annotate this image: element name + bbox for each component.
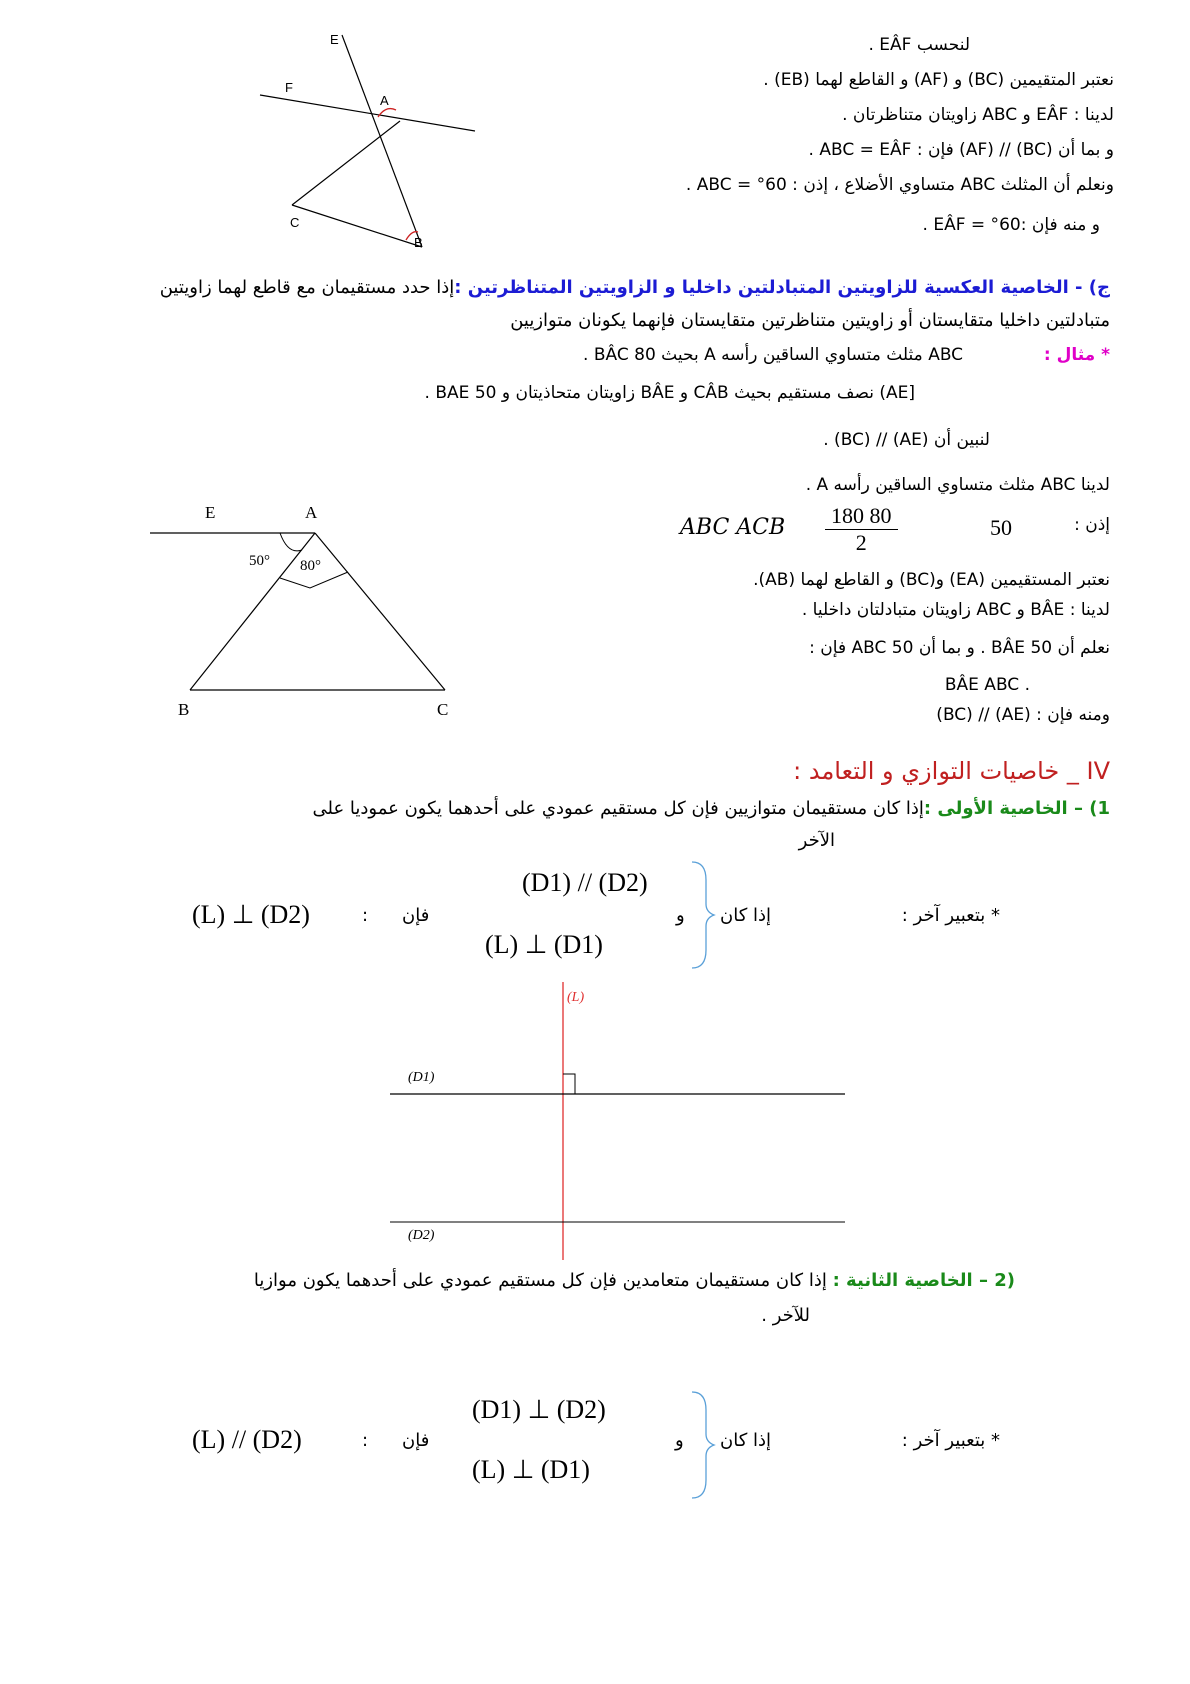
prop1-line-1 (312, 798, 1110, 819)
proof-line-1: لنبين أن (AE) // (BC) . (823, 430, 990, 450)
equation-numerator: 180 80 (825, 503, 898, 530)
calc-line-1: لنحسب EÂF . (868, 35, 970, 55)
example-label: * مثال : (1043, 345, 1110, 365)
calc-line-3: لدينا : EÂF و ABC زاويتان متناظرتان . (842, 105, 1114, 125)
segment-ac (315, 533, 445, 690)
point-label-e: E (330, 32, 339, 47)
proof-line-2: لدينا ABC مثلث متساوي الساقين رأسه A . (805, 475, 1110, 495)
prop1-cond2: (L) ⊥ (D1) (485, 930, 603, 959)
prop1-brace (690, 860, 720, 970)
prop1-text-2: الآخر (798, 830, 835, 851)
point-label-c2: C (437, 700, 449, 719)
equation-denominator: 2 (855, 530, 867, 555)
angle-label-50: 50° (249, 553, 270, 569)
segment-ac (292, 121, 400, 205)
example-text-1: ABC مثلث متساوي الساقين رأسه A بحيث 80 BÂC . (583, 345, 964, 365)
calc-line-2: نعتبر المتقيمين (BC) و (AF) و القاطع لهما (EB) . (763, 70, 1114, 90)
prop2-and: و (675, 1430, 684, 1451)
angle-label-80: 80° (300, 558, 321, 574)
calc-line-4: و بما أن (BC) // (AF) فإن : ABC = EÂF . (808, 140, 1114, 160)
equation-fraction (825, 503, 898, 556)
diagram-triangle-transversal (270, 25, 490, 275)
proof-line-4: نعتبر المستقيمين (EA) و(BC) و القاطع لهما (AB). (753, 570, 1110, 590)
proof-line-7: . BÂE ABC (944, 675, 1030, 695)
prop1-label: 1) – الخاصية الأولى : (923, 798, 1110, 819)
converse-text-2: متبادلتين داخليا متقايستان أو زاويتين متناظرتين متقايستان فإنهما يكونان متوازيين (510, 310, 1110, 331)
example-line-1 (583, 345, 1110, 365)
segment-cb (292, 205, 422, 247)
proof-line-5: لدينا : BÂE و ABC زاويتان متبادلتان داخليا . (801, 600, 1110, 620)
figure-parallel-perpendicular (380, 980, 860, 1270)
proof-line-6: نعلم أن 50 BÂE . و بما أن 50 ABC فإن : (809, 638, 1110, 658)
proof-line-8: ومنه فإن : (AE) // (BC) (936, 705, 1110, 725)
prop1-expr-prefix: * بتعبير آخر : (901, 905, 1000, 926)
prop1-and: و (676, 905, 685, 926)
right-angle-mark (563, 1074, 575, 1094)
prop2-cond2: (L) ⊥ (D1) (472, 1455, 590, 1484)
point-label-a: A (380, 93, 389, 108)
equation-lhs: ABC ACB (680, 515, 786, 540)
prop2-text-2: للآخر . (761, 1305, 810, 1326)
prop2-colon: : (362, 1430, 369, 1451)
prop2-line-1 (254, 1270, 1015, 1291)
prop2-then: فإن (402, 1430, 430, 1451)
converse-heading: ج) - الخاصية العكسية للزاويتين المتبادلتين داخليا و الزاويتين المتناظرتين : (454, 277, 1110, 298)
diagram-isosceles-triangle (140, 500, 460, 700)
calc-line-6: و منه فإن :60° = EÂF . (922, 215, 1100, 235)
label-line-d1: (D1) (408, 1070, 435, 1085)
prop1-text-1: إذا كان مستقيمان متوازيين فإن كل مستقيم عمودي على أحدهما يكون عموديا على (312, 798, 924, 819)
prop2-result: (L) // (D2) (192, 1425, 302, 1454)
label-line-l: (L) (567, 990, 585, 1005)
prop2-if: إذا كان (720, 1430, 772, 1451)
section-iv-title: IV _ خاصيات التوازي و التعامد : (793, 757, 1110, 785)
prop1-cond1: (D1) // (D2) (522, 868, 648, 897)
label-line-d2: (D2) (408, 1228, 435, 1243)
proof-line-3: إذن : (1074, 515, 1110, 535)
prop1-then: فإن (402, 905, 430, 926)
converse-heading-line (160, 277, 1110, 298)
line-af (260, 95, 475, 131)
point-label-b: B (414, 235, 423, 250)
point-label-b2: B (178, 700, 190, 719)
point-label-a2: A (305, 503, 318, 522)
point-label-c: C (290, 215, 300, 230)
prop1-if: إذا كان (720, 905, 772, 926)
point-label-f: F (285, 80, 293, 95)
prop2-cond1: (D1) ⊥ (D2) (472, 1395, 606, 1424)
line-ef-transversal (342, 35, 422, 247)
point-label-e2: E (205, 503, 216, 522)
prop1-result: (L) ⊥ (D2) (192, 900, 310, 929)
prop2-expr-prefix: * بتعبير آخر : (901, 1430, 1000, 1451)
prop2-label: (2 – الخاصية الثانية : (832, 1270, 1015, 1291)
equation-result: 50 (990, 515, 1012, 540)
prop2-brace (690, 1390, 720, 1500)
converse-text-1: إذا حدد مستقيمان مع قاطع لهما زاويتين (159, 277, 455, 298)
example-line-2: [AE) نصف مستقيم بحيث CÂB و BÂE زاويتان متحاذيتان و 50 BAE . (424, 383, 915, 403)
angle-arc-50 (280, 533, 302, 551)
calc-line-5: ونعلم أن المثلث ABC متساوي الأضلاع ، إذن : 60° = ABC . (685, 175, 1114, 195)
prop1-colon: : (362, 905, 369, 926)
prop2-text-1: إذا كان مستقيمان متعامدين فإن كل مستقيم عمودي على أحدهما يكون موازيا (253, 1270, 827, 1291)
